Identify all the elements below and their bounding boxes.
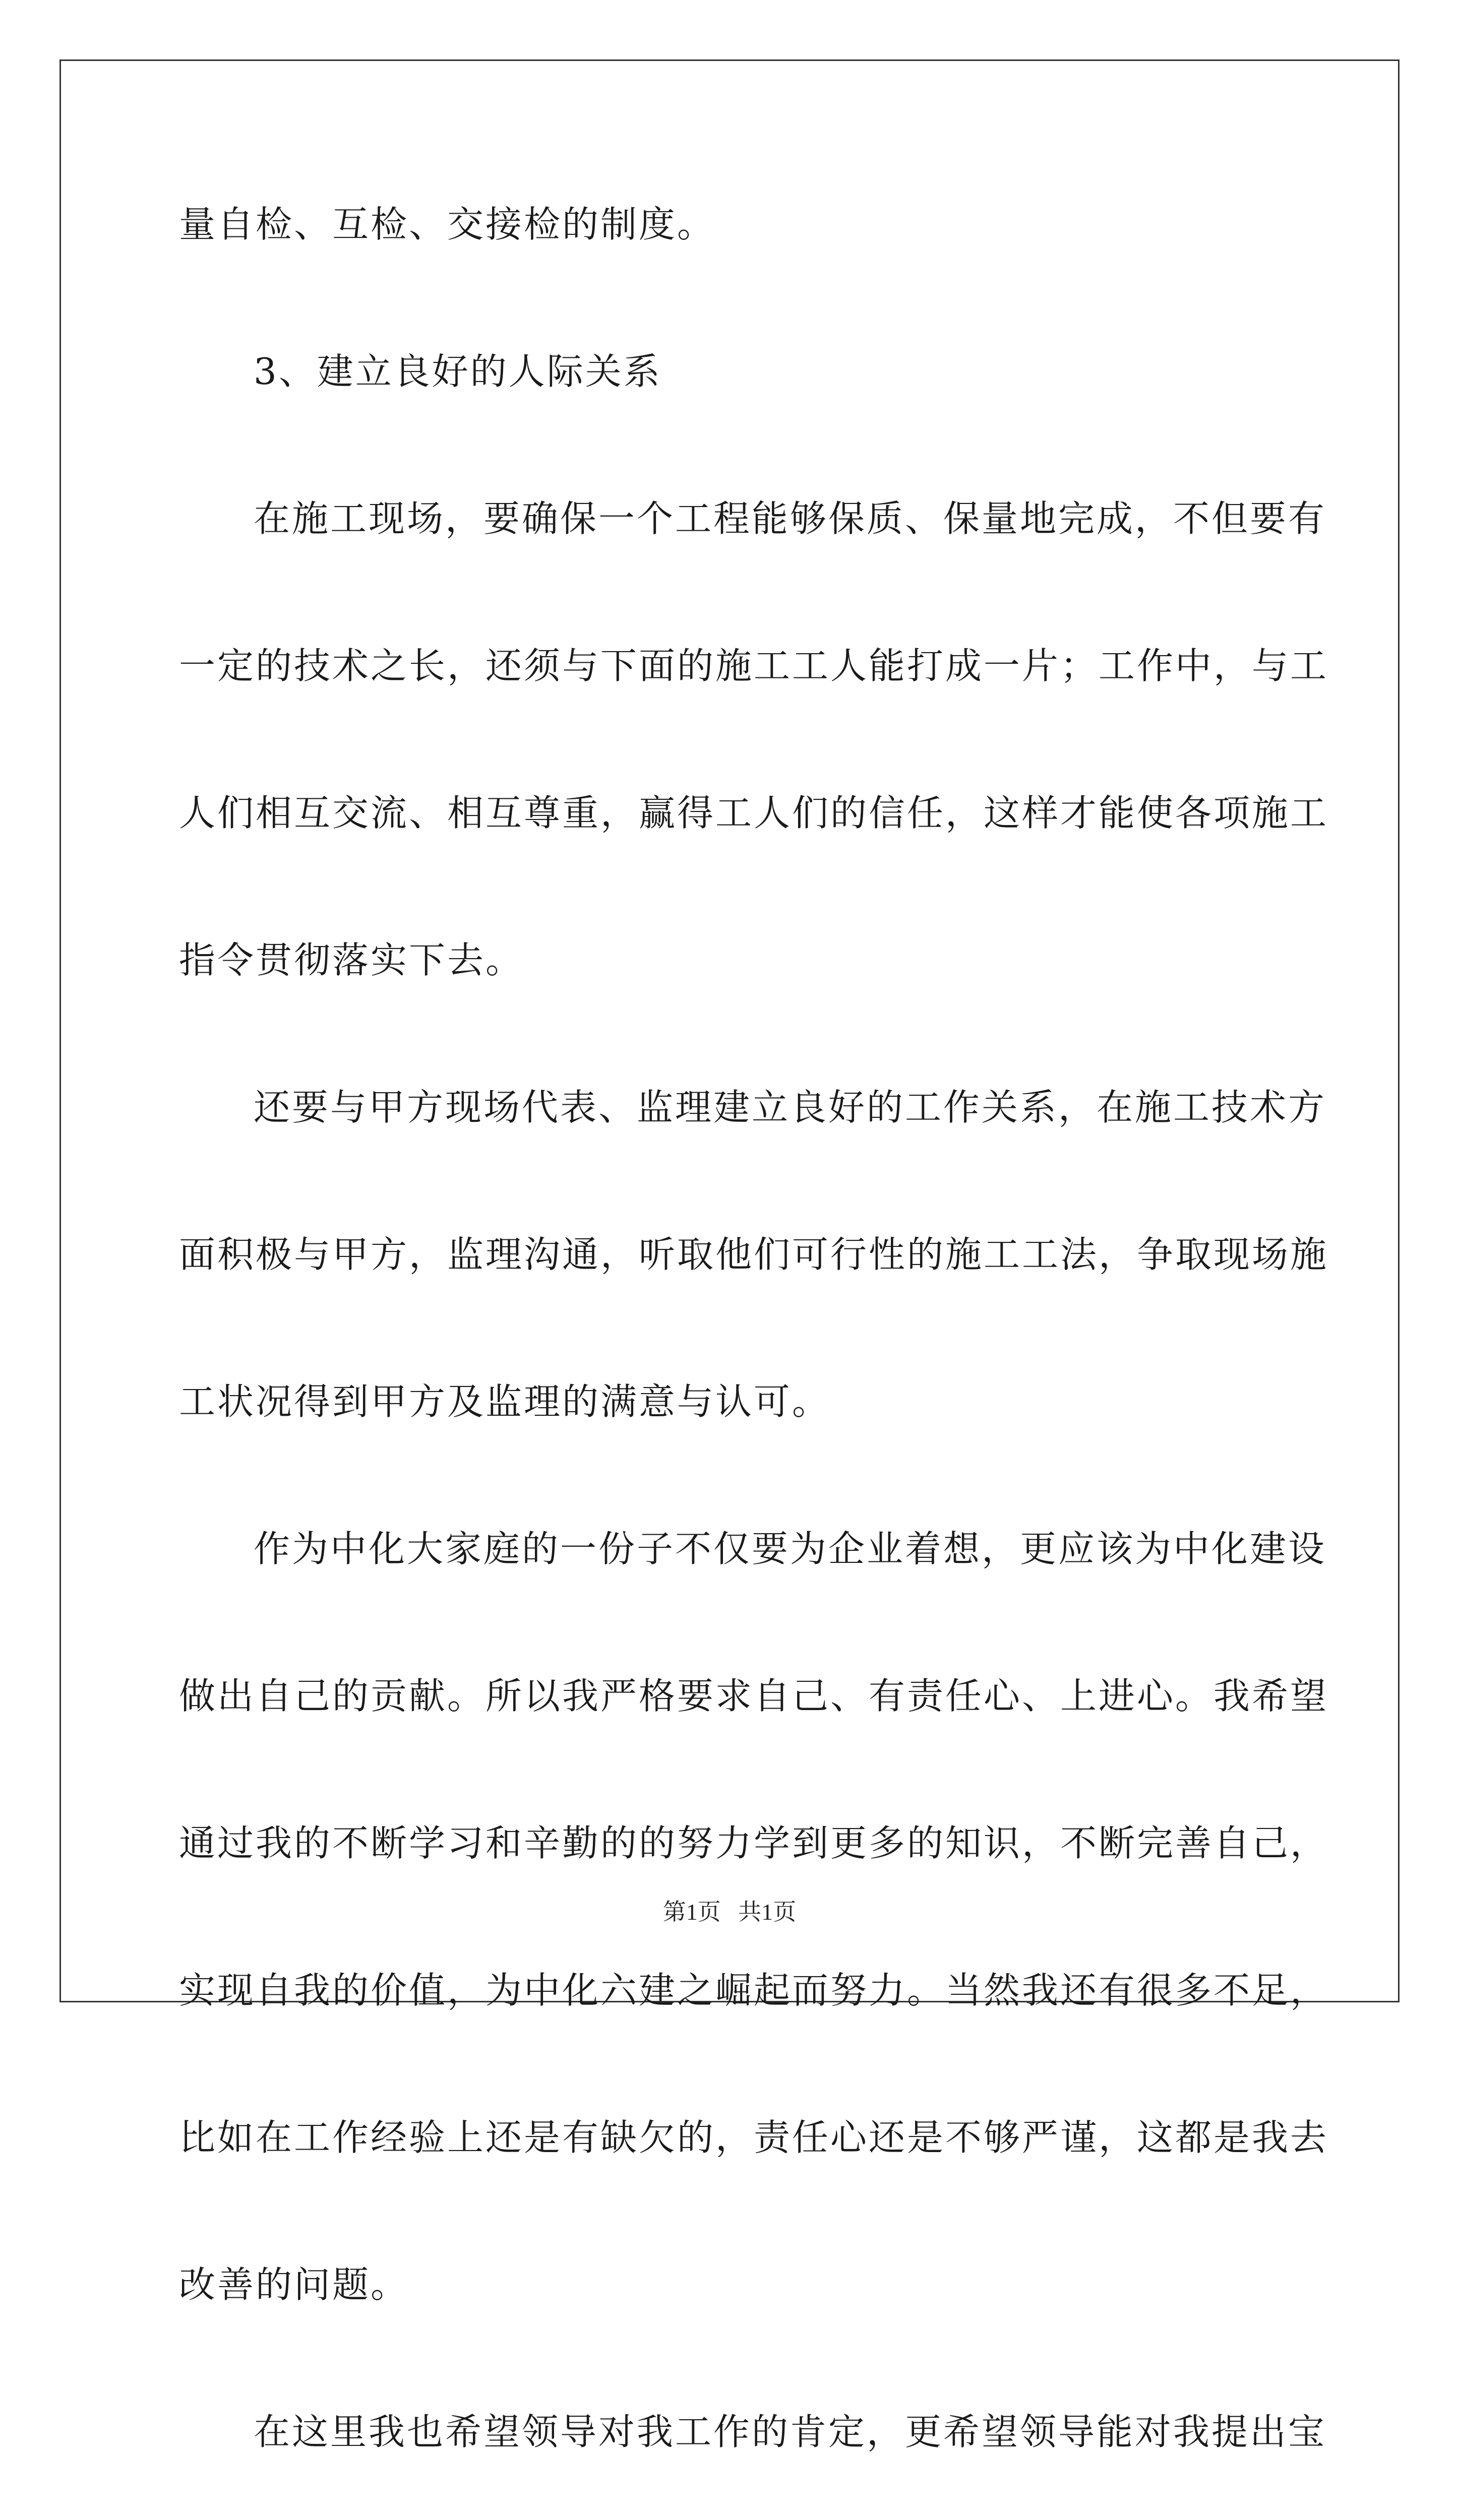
line-gap [179, 2174, 1288, 2248]
text-line: 在施工现场，要确保一个工程能够保质、保量地完成，不但要有 [254, 497, 1327, 540]
paragraph-gap [179, 261, 1288, 335]
line-gap [179, 1291, 1288, 1365]
text-line: 实现自我的价值，为中化六建之崛起而努力。当然我还有很多不足， [179, 1969, 1329, 2011]
text-line: 工状况得到甲方及监理的满意与认可。 [179, 1380, 831, 1423]
text-line: 面积极与甲方，监理沟通，听取他们可行性的施工工法，争取现场施 [179, 1233, 1329, 1276]
text-line: 人们相互交流、相互尊重，赢得工人们的信任，这样才能使各项施工 [179, 792, 1329, 834]
page-number-footer: 第1页 共1页 [662, 1899, 797, 1925]
text-line: 量自检、互检、交接检的制度。 [179, 203, 716, 245]
line-gap [179, 555, 1288, 629]
paragraph-gap [179, 408, 1288, 482]
text-line: 在这里我也希望领导对我工作的肯定，更希望领导能对我提出宝 [254, 2411, 1327, 2453]
line-gap [179, 2027, 1288, 2101]
text-line: 还要与甲方现场代表、监理建立良好的工作关系，在施工技术方 [254, 1086, 1327, 1128]
text-line: 作为中化大家庭的一份子不仅要为企业着想，更应该为中化建设 [254, 1528, 1327, 1570]
line-gap [179, 850, 1288, 923]
text-line: 指令贯彻落实下去。 [179, 939, 524, 981]
text-line: 做出自己的贡献。所以我严格要求自己、有责任心、上进心。我希望 [179, 1675, 1329, 1717]
text-line: 比如在工作经验上还是有缺欠的，责任心还是不够严谨，这都是我去 [179, 2116, 1329, 2159]
section-heading: 3、建立良好的人际关系 [254, 350, 662, 393]
text-line: 一定的技术之长，还须与下面的施工工人能打成一片；工作中，与工 [179, 645, 1329, 687]
text-line: 改善的问题。 [179, 2263, 409, 2306]
text-line: 通过我的不断学习和辛勤的的努力学到更多的知识，不断完善自己， [179, 1822, 1329, 1864]
line-gap [179, 1586, 1288, 1659]
line-gap [179, 703, 1288, 776]
paragraph-gap [179, 1438, 1288, 1512]
paragraph-gap [179, 997, 1288, 1070]
line-gap [179, 2469, 1288, 2520]
document-body [179, 187, 1329, 2520]
line-gap [179, 1733, 1288, 1806]
line-gap [179, 1144, 1288, 1218]
paragraph-gap [179, 2321, 1288, 2395]
